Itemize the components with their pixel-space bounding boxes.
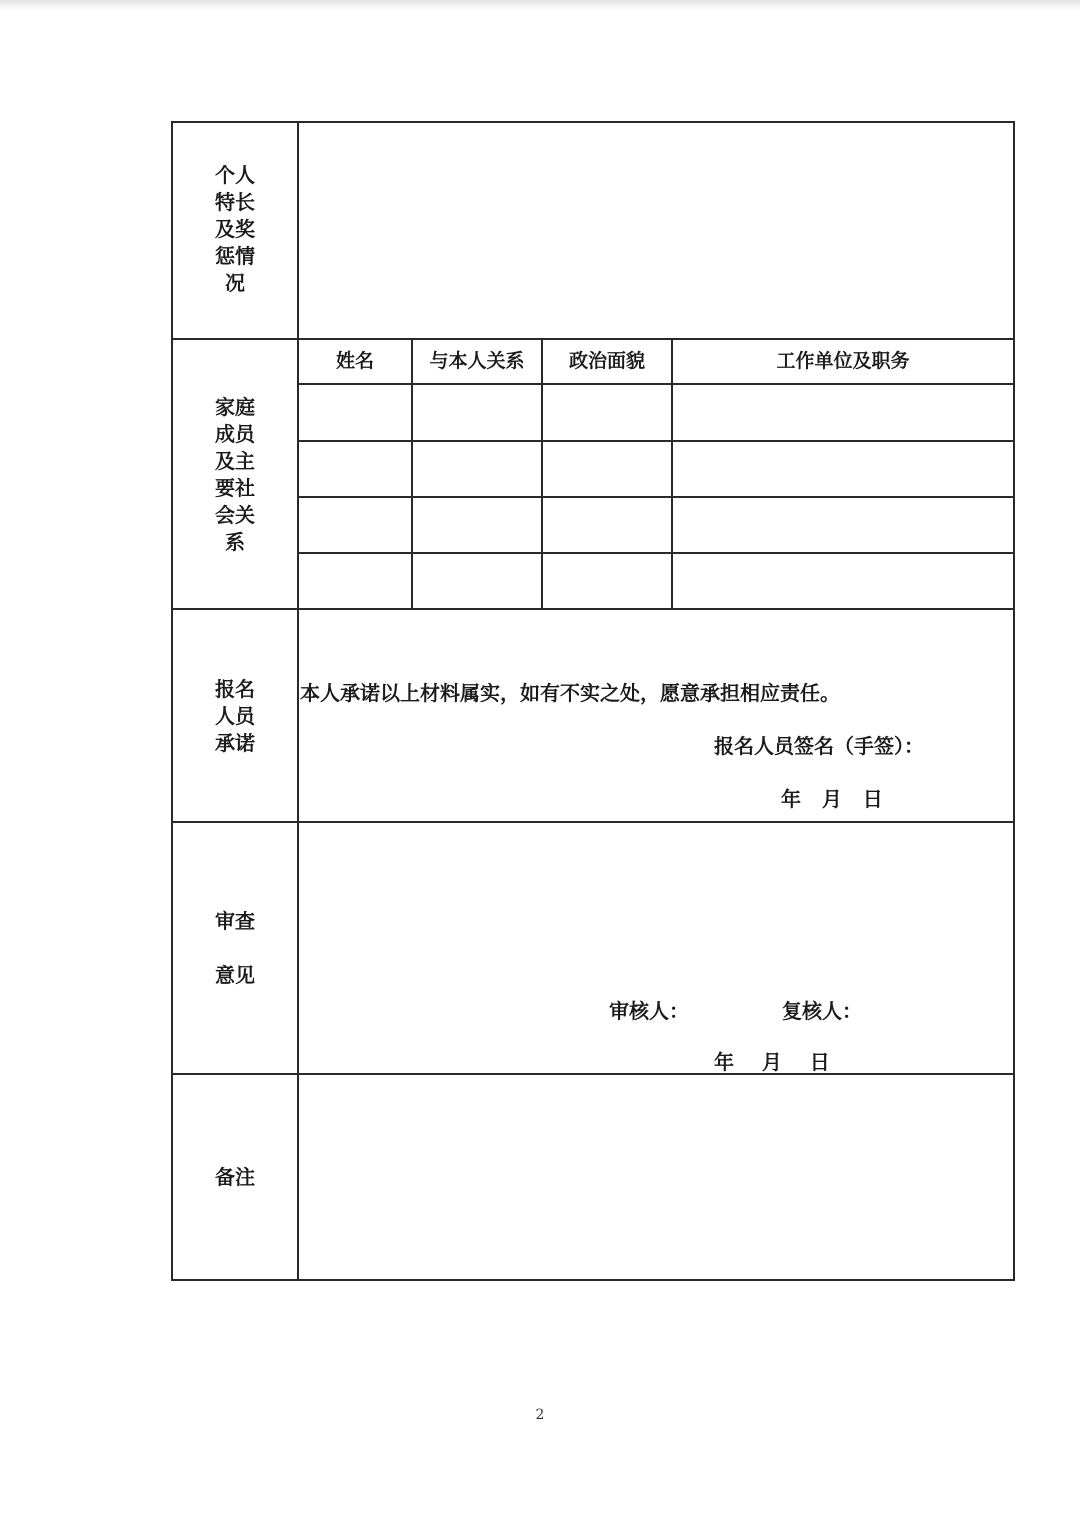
table-row[interactable] [299, 498, 1013, 552]
rechecker-label: 复核人： [782, 999, 862, 1023]
signature-label: 报名人员签名（手签）： [714, 734, 924, 758]
commitment-statement: 本人承诺以上材料属实，如有不实之处，愿意承担相应责任。 [300, 681, 840, 705]
family-header-political-status: 政治面貌 [568, 350, 645, 372]
commitment-date: 年 月 日 [781, 787, 883, 811]
remarks-field[interactable] [299, 1075, 1013, 1279]
table-row[interactable] [299, 442, 1013, 496]
review-opinion-field[interactable] [299, 823, 1013, 973]
remarks-label: 备注 [215, 1165, 255, 1189]
reviewer-label: 审核人： [609, 999, 689, 1023]
family-members-label: 家庭 成员 及主 要社 会关 系 [215, 395, 255, 554]
form-border-right [1013, 121, 1015, 1281]
personal-skills-field[interactable] [299, 123, 1013, 338]
page-number: 2 [535, 1407, 545, 1423]
review-date: 年 月 日 [714, 1050, 830, 1074]
table-row[interactable] [299, 385, 1013, 440]
review-opinion-label: 审查 意见 [215, 909, 255, 987]
commitment-label: 报名 人员 承诺 [215, 677, 255, 755]
personal-skills-label: 个人 特长 及奖 惩情 况 [215, 163, 255, 295]
family-header-relation: 与本人关系 [429, 350, 525, 372]
family-header-workplace: 工作单位及职务 [776, 350, 910, 372]
table-row[interactable] [299, 554, 1013, 608]
family-header-name: 姓名 [335, 350, 374, 372]
